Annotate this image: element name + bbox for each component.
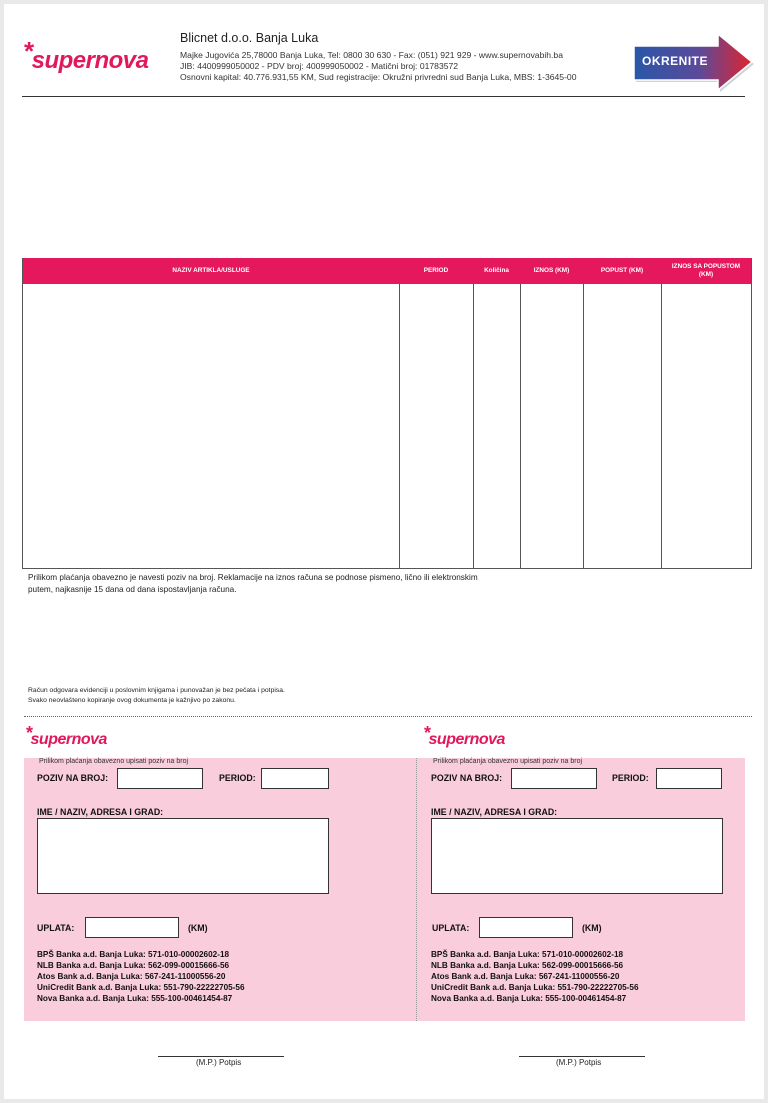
turn-over-label: OKRENITE xyxy=(642,54,709,68)
column-divider xyxy=(583,284,584,568)
bank-account: BPŠ Banka a.d. Banja Luka: 571-010-00002602-18 xyxy=(431,950,624,959)
copyright-note: Svako neovlašteno kopiranje ovog dokumenta je kažnjivo po zakonu. xyxy=(28,697,236,704)
signature-label-right: (M.P.) Potpis xyxy=(556,1058,602,1067)
poziv-na-broj-field[interactable] xyxy=(511,768,597,789)
asterisk-icon: * xyxy=(24,36,34,66)
items-table xyxy=(22,258,752,569)
company-name: Blicnet d.o.o. Banja Luka xyxy=(180,31,319,45)
bank-account: Nova Banka a.d. Banja Luka: 555-100-00461454-87 xyxy=(431,994,627,1003)
slip-divider xyxy=(416,758,417,1021)
col-header-quantity: Količina xyxy=(484,267,509,274)
poziv-na-broj-field[interactable] xyxy=(117,768,203,789)
bank-account: NLB Banka a.d. Banja Luka: 562-099-00015666-56 xyxy=(37,961,230,970)
column-divider xyxy=(661,284,662,568)
uplata-label: UPLATA: xyxy=(432,923,470,933)
bank-account: UniCredit Bank a.d. Banja Luka: 551-790-22222705-56 xyxy=(37,983,245,992)
period-label: PERIOD: xyxy=(612,773,649,783)
turn-over-arrow xyxy=(630,32,756,94)
company-ids-line: JIB: 4400999050002 - PDV broj: 400999050002 - Matični broj: 01783572 xyxy=(180,61,459,71)
period-field[interactable] xyxy=(261,768,329,789)
signature-line-right xyxy=(519,1056,645,1057)
col-header-discount: POPUST (KM) xyxy=(600,267,644,274)
uplata-field[interactable] xyxy=(85,917,179,938)
payment-note: Prilikom plaćanja obavezno je navesti poziv na broj. Reklamacije na iznos računa se podnose pismeno, lično ili elektronskim putem, najkasnije 15 dana od dana ispostavljanja računa. xyxy=(28,573,478,594)
uplata-label: UPLATA: xyxy=(37,923,75,933)
bank-account: BPŠ Banka a.d. Banja Luka: 571-010-00002602-18 xyxy=(37,950,230,959)
name-address-label: IME / NAZIV, ADRESA I GRAD: xyxy=(431,807,558,817)
col-header-amount: IZNOS (KM) xyxy=(533,267,570,274)
period-label: PERIOD: xyxy=(219,773,256,783)
column-divider xyxy=(473,284,474,568)
validity-note: Račun odgovara evidenciji u poslovnim knjigama i punovažan je bez pečata i potpisa. xyxy=(28,687,285,694)
supernova-logo: *supernova xyxy=(24,36,149,74)
bank-account: NLB Banka a.d. Banja Luka: 562-099-00015666-56 xyxy=(431,961,624,970)
asterisk-icon: * xyxy=(26,723,33,743)
col-header-discounted-amount: IZNOS SA POPUSTOM (KM) xyxy=(671,263,741,278)
signature-line-left xyxy=(158,1056,284,1057)
cut-line xyxy=(24,716,752,717)
name-address-label: IME / NAZIV, ADRESA I GRAD: xyxy=(37,807,164,817)
slip-logo-right: *supernova xyxy=(424,723,505,748)
name-address-field[interactable] xyxy=(37,818,329,894)
currency-label: (KM) xyxy=(582,923,602,933)
bank-account: Atos Bank a.d. Banja Luka: 567-241-11000556-20 xyxy=(37,972,226,981)
poziv-na-broj-label: POZIV NA BROJ: xyxy=(431,773,503,783)
col-header-period: PERIOD xyxy=(423,267,449,274)
slip-logo-left: *supernova xyxy=(26,723,107,748)
col-header-item: NAZIV ARTIKLA/USLUGE xyxy=(172,267,250,274)
poziv-na-broj-label: POZIV NA BROJ: xyxy=(37,773,109,783)
column-divider xyxy=(399,284,400,568)
uplata-field[interactable] xyxy=(479,917,573,938)
signature-label-left: (M.P.) Potpis xyxy=(196,1058,242,1067)
bank-account: UniCredit Bank a.d. Banja Luka: 551-790-22222705-56 xyxy=(431,983,639,992)
asterisk-icon: * xyxy=(424,723,431,743)
currency-label: (KM) xyxy=(188,923,208,933)
company-capital-line: Osnovni kapital: 40.776.931,55 KM, Sud registracije: Okružni privredni sud Banja Luka, MBS: 1-3645-00 xyxy=(180,72,577,82)
name-address-field[interactable] xyxy=(431,818,723,894)
invoice-page xyxy=(4,4,764,1099)
table-header xyxy=(23,258,751,284)
company-address-line: Majke Jugovića 25,78000 Banja Luka, Tel: 0800 30 630 - Fax: (051) 921 929 - www.supernovabih.ba xyxy=(180,50,563,60)
header-divider xyxy=(22,96,745,97)
slip-hint: Prilikom plaćanja obavezno upisati poziv na broj xyxy=(433,758,583,765)
slip-hint: Prilikom plaćanja obavezno upisati poziv na broj xyxy=(39,758,189,765)
bank-account: Atos Bank a.d. Banja Luka: 567-241-11000556-20 xyxy=(431,972,620,981)
column-divider xyxy=(520,284,521,568)
period-field[interactable] xyxy=(656,768,722,789)
bank-account: Nova Banka a.d. Banja Luka: 555-100-00461454-87 xyxy=(37,994,233,1003)
